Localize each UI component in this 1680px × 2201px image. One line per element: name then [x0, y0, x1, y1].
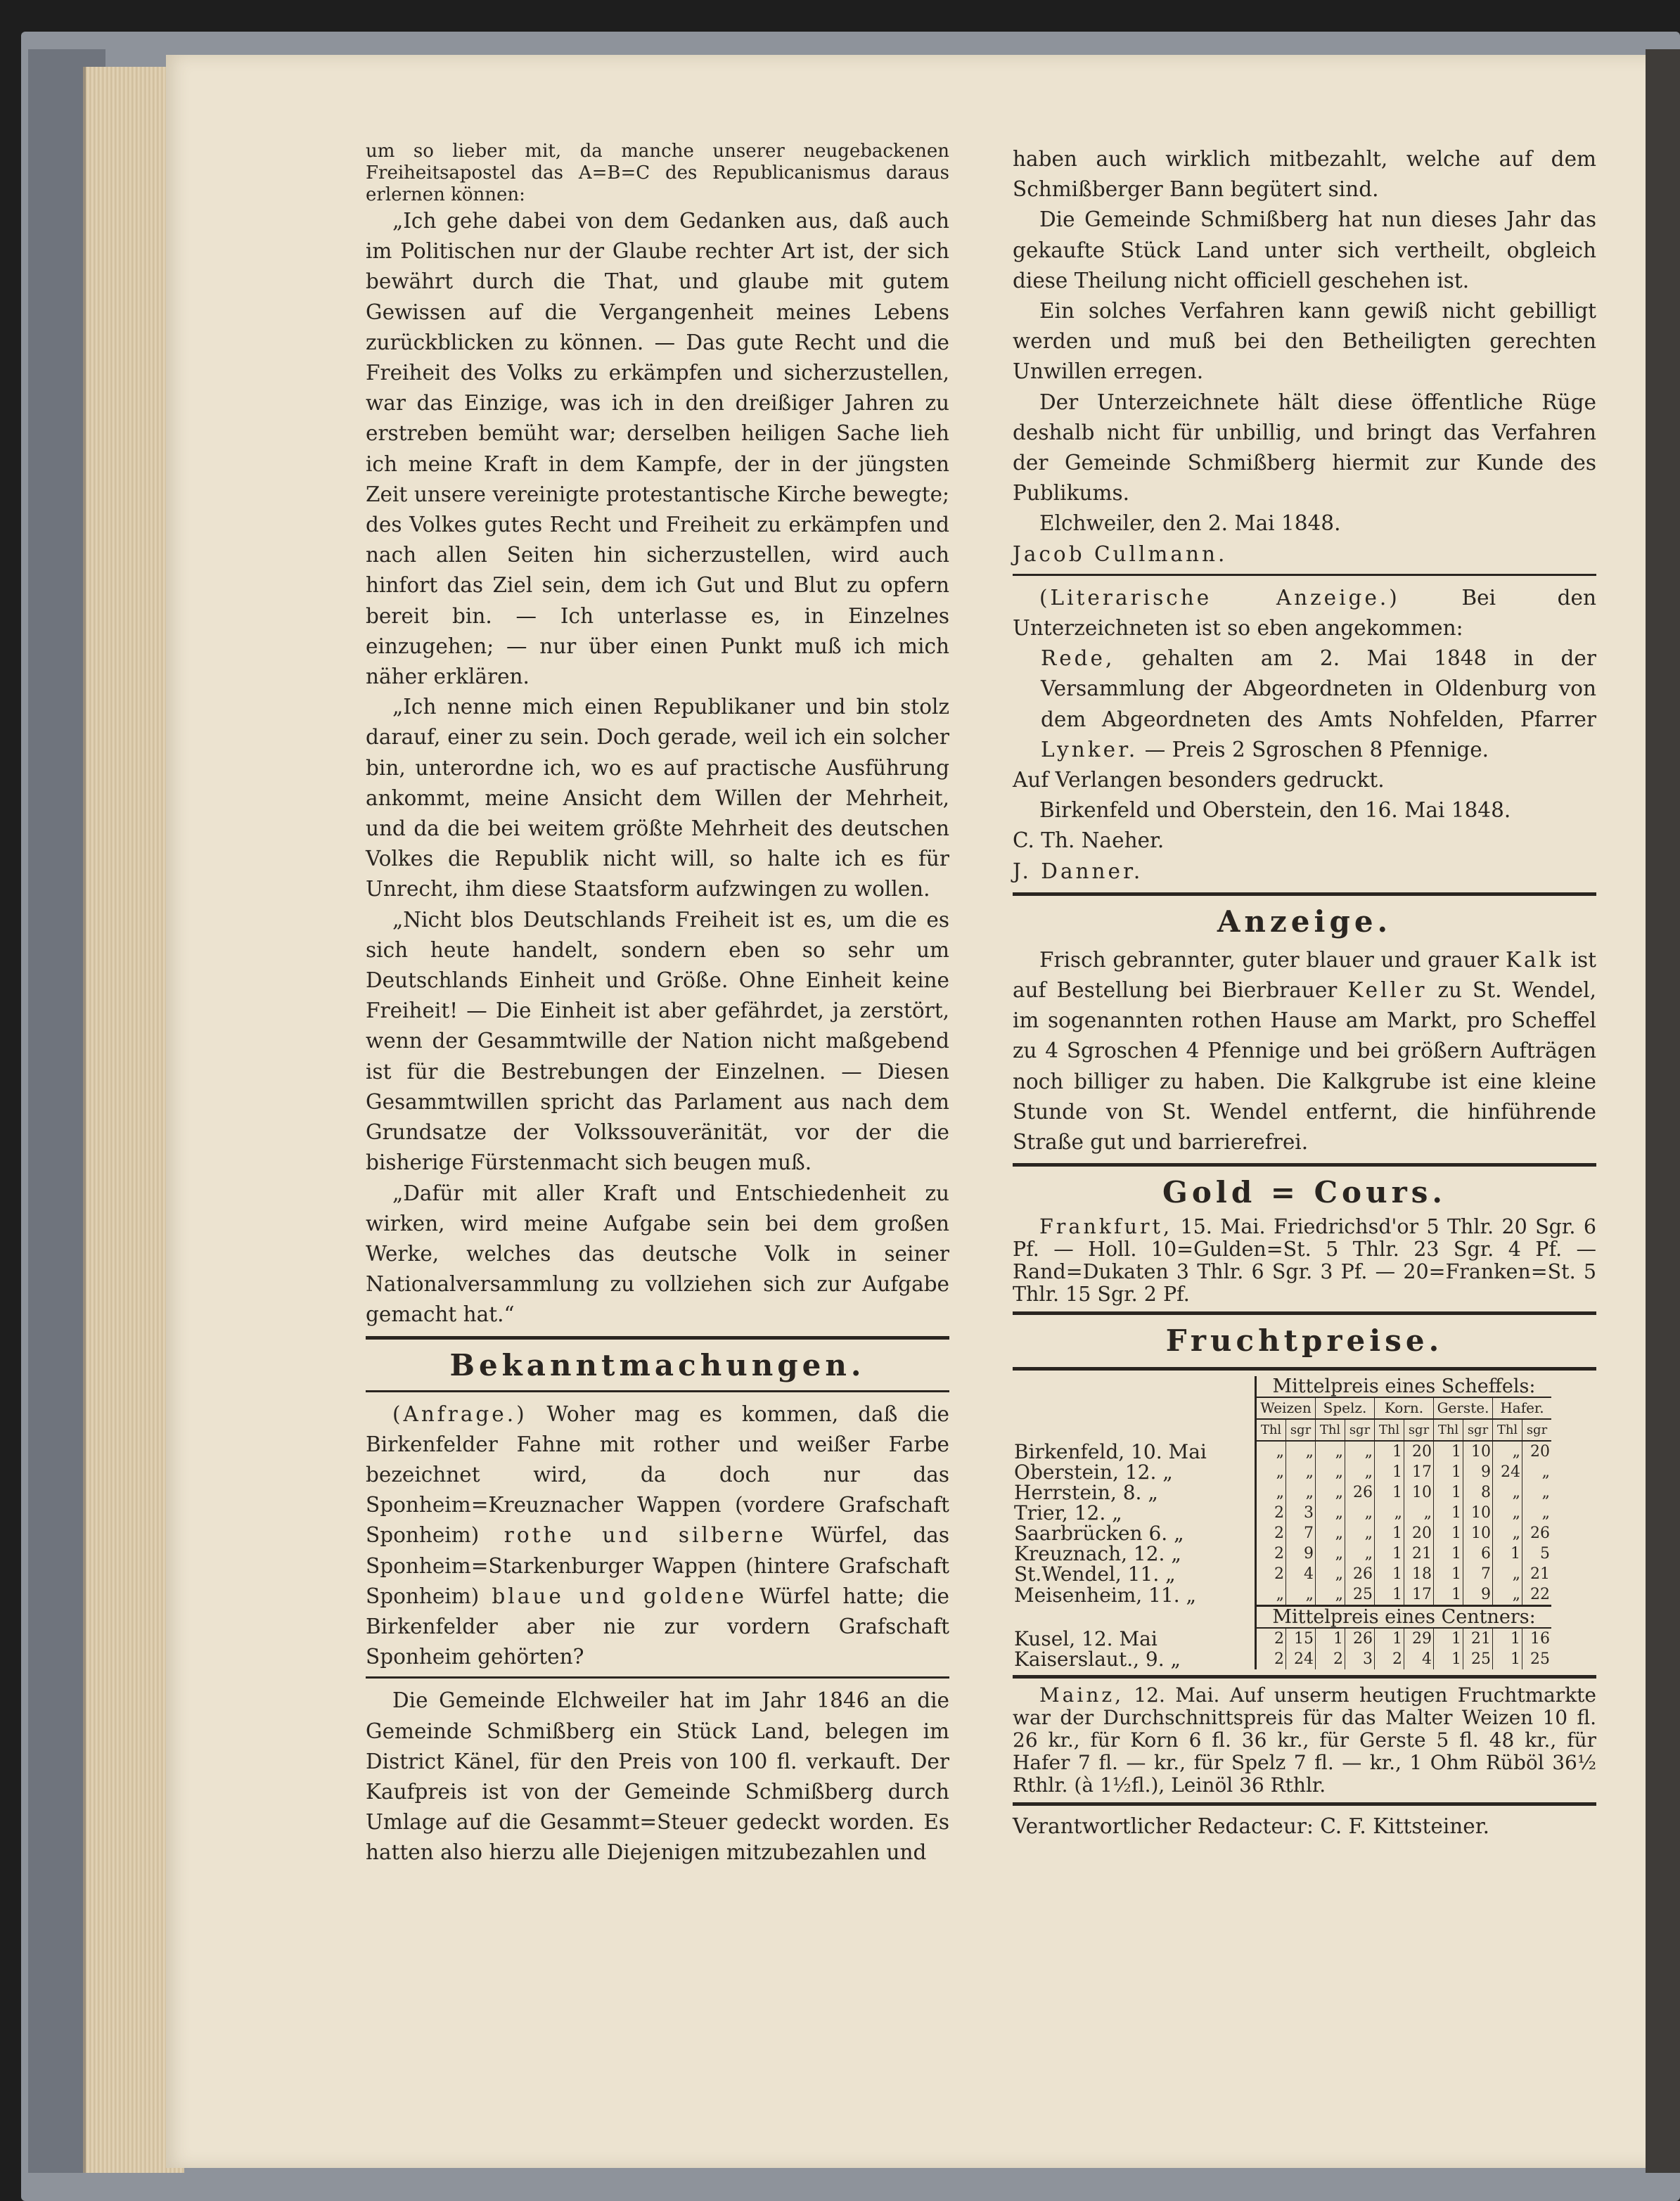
- row-place: Meisenheim, 11. „: [1014, 1584, 1197, 1608]
- price-cell: 2: [1256, 1503, 1286, 1523]
- price-cell: 10: [1463, 1441, 1493, 1462]
- anfrage-label: (Anfrage.): [392, 1401, 527, 1426]
- price-cell: 1: [1434, 1544, 1463, 1564]
- table-corner: [1013, 1376, 1256, 1397]
- mainz-city: Mainz,: [1039, 1683, 1124, 1707]
- unit: Thl: [1493, 1419, 1522, 1441]
- row-place: St.Wendel, 11. „: [1014, 1562, 1176, 1586]
- price-cell: 29: [1404, 1628, 1434, 1649]
- notice-cont-2: Die Gemeinde Schmißberg hat nun dieses Jahr das gekaufte Stück Land unter sich vertheilt, obgleich diese Theilung nicht officiell geschehen ist.: [1013, 207, 1596, 293]
- signature: Jacob Cullmann.: [1013, 541, 1228, 566]
- price-cell: 16: [1522, 1628, 1552, 1649]
- grain-weizen: Weizen: [1256, 1397, 1316, 1419]
- price-cell: „: [1256, 1462, 1286, 1482]
- footer-redacteur: Verantwortlicher Redacteur: C. F. Kittsteiner.: [1013, 1814, 1489, 1839]
- row-place: Kreuznach, 12. „: [1014, 1542, 1181, 1566]
- rule-frucht: [1013, 1311, 1596, 1315]
- rede-author: Lynker.: [1041, 737, 1139, 762]
- price-cell: 10: [1463, 1503, 1493, 1523]
- price-cell: „: [1316, 1503, 1345, 1523]
- price-cell: „: [1345, 1544, 1375, 1564]
- place-date: Elchweiler, den 2. Mai 1848.: [1039, 511, 1341, 536]
- grain-hafer: Hafer.: [1493, 1397, 1552, 1419]
- price-cell: 24: [1493, 1462, 1522, 1482]
- table-row: [1013, 1544, 1551, 1564]
- rede-label: Rede,: [1041, 646, 1115, 671]
- row-place: Birkenfeld, 10. Mai: [1014, 1439, 1207, 1463]
- price-cell: 4: [1286, 1564, 1316, 1584]
- quote-paragraph-2: „Ich nenne mich einen Republikaner und bin stolz darauf, einer zu sein. Doch gerade, weil ich ein solcher bin, unterordne ich, wo es auf practische Ausführung ankommt, meine Ansicht dem Willen der Mehrheit, und da die bei weitem größte Mehrheit des deutschen Volkes die Republik nicht will, so halte ich es für Unrecht, ihm diese Staatsform aufzwingen zu wollen.: [366, 695, 949, 901]
- price-cell: 21: [1463, 1628, 1493, 1649]
- unit: sgr: [1404, 1419, 1434, 1441]
- fruchtpreise-table: [1013, 1376, 1551, 1669]
- price-cell: 1: [1375, 1628, 1404, 1649]
- price-cell: „: [1345, 1503, 1375, 1523]
- price-cell: 25: [1522, 1649, 1552, 1669]
- price-cell: „: [1256, 1441, 1286, 1462]
- price-cell: 1: [1375, 1544, 1404, 1564]
- anzeige-kalk: Kalk: [1505, 947, 1564, 972]
- price-cell: 2: [1375, 1649, 1404, 1669]
- price-cell: 26: [1345, 1628, 1375, 1649]
- price-cell: 1: [1434, 1628, 1463, 1649]
- anfrage-emph-2: blaue und goldene: [492, 1584, 747, 1608]
- quote-paragraph-4: „Dafür mit aller Kraft und Entschiedenheit zu wirken, wird meine Aufgabe sein bei dem großen Werke, welches das deutsche Volk in seiner Nationalversammlung zu vollziehen sich zur Aufgabe gemacht hat.“: [366, 1181, 949, 1327]
- price-cell: „: [1286, 1441, 1316, 1462]
- rule-footer: [1013, 1802, 1596, 1806]
- rule-frucht-table: [1013, 1367, 1596, 1371]
- price-cell: „: [1316, 1523, 1345, 1544]
- price-cell: 17: [1404, 1584, 1434, 1606]
- row-place: Oberstein, 12. „: [1014, 1461, 1173, 1484]
- table-corner-2: [1013, 1397, 1256, 1419]
- centner-rows: [1013, 1628, 1551, 1669]
- price-cell: „: [1404, 1503, 1434, 1523]
- price-cell: 7: [1286, 1523, 1316, 1544]
- price-cell: „: [1316, 1441, 1345, 1462]
- rule-anzeige: [1013, 892, 1596, 896]
- table-row: [1013, 1503, 1551, 1523]
- price-cell: 1: [1434, 1584, 1463, 1606]
- price-cell: 1: [1434, 1482, 1463, 1503]
- table-row: [1013, 1482, 1551, 1503]
- price-cell: 2: [1316, 1649, 1345, 1669]
- anfrage-text-b: Würfel, das Sponheim=Starkenburger Wappen (hintere Grafschaft Sponheim): [366, 1523, 949, 1608]
- heading-rule: [366, 1390, 949, 1392]
- price-cell: „: [1286, 1482, 1316, 1503]
- literary-label: (Literarische Anzeige.): [1039, 585, 1400, 610]
- price-cell: „: [1493, 1564, 1522, 1584]
- anzeige-text-a: Frisch gebrannter, guter blauer und grauer: [1039, 947, 1499, 972]
- price-cell: 9: [1286, 1544, 1316, 1564]
- price-cell: „: [1375, 1503, 1404, 1523]
- price-cell: 2: [1256, 1544, 1286, 1564]
- price-cell: 10: [1404, 1482, 1434, 1503]
- price-cell: 10: [1463, 1523, 1493, 1544]
- notice-rule: [366, 1676, 949, 1679]
- price-cell: 22: [1522, 1584, 1552, 1606]
- price-cell: „: [1493, 1441, 1522, 1462]
- rule-mainz: [1013, 1675, 1596, 1679]
- price-cell: „: [1493, 1503, 1522, 1523]
- unit: sgr: [1286, 1419, 1316, 1441]
- price-cell: 20: [1404, 1441, 1434, 1462]
- unit: sgr: [1345, 1419, 1375, 1441]
- mainz-report: [1013, 1684, 1596, 1797]
- notice-cont-3: Ein solches Verfahren kann gewiß nicht gebilligt werden und muß bei den Betheiligten gerechten Unwillen erregen.: [1013, 299, 1596, 384]
- gold-city: Frankfurt,: [1039, 1215, 1173, 1239]
- price-cell: 26: [1345, 1482, 1375, 1503]
- table-caption-centner: Mittelpreis eines Centners:: [1256, 1606, 1552, 1629]
- left-column: [366, 141, 949, 1868]
- heading-gold-cours: Gold = Cours.: [1162, 1175, 1447, 1210]
- rede-entry: [1013, 643, 1596, 765]
- table-row: [1013, 1462, 1551, 1482]
- quote-paragraph-1: „Ich gehe dabei von dem Gedanken aus, daß auch im Politischen nur der Glaube rechter Art ist, der sich bewährt durch die That, und glaube mit gutem Gewissen auf die Vergangenheit meines Lebens zurückblicken zu können. — Das gute Recht und die Freiheit des Volks zu erkämpfen und sicherzustellen, war das Einzige, was ich in den dreißiger Jahren zu erstreben bemüht war; derselben heiligen Sache lieh ich meine Kraft in dem Kampfe, der in der jüngsten Zeit unsere vereinigte protestantische Kirche bewegte; des Volkes gutes Recht und Freiheit zu erkämpfen und nach allen Seiten hin sicherzustellen, wird auch hinfort das Ziel sein, dem ich Gut und Blut zu opfern bereit bin. — Ich unterlasse es, in Einzelnes einzugehen; — nur über einen Punkt muß ich mich näher erklären.: [366, 209, 949, 689]
- price-cell: 1: [1493, 1544, 1522, 1564]
- price-cell: „: [1286, 1462, 1316, 1482]
- price-cell: 2: [1256, 1628, 1286, 1649]
- mainz-text: 12. Mai. Auf unserm heutigen Fruchtmarkte war der Durchschnittspreis für das Malter Weizen 10 fl. 26 kr., für Korn 6 fl. 36 kr., für Gerste 5 fl. 48 kr., für Hafer 7 fl. — kr., für Spelz 7 fl. — kr., 1 Ohm Rüböl 36½ Rthlr. (à 1½fl.), Leinöl 36 Rthlr.: [1013, 1683, 1596, 1797]
- price-cell: 1: [1375, 1441, 1404, 1462]
- unit: Thl: [1434, 1419, 1463, 1441]
- anfrage-text-a: Woher mag es kommen, daß die Birkenfelder Fahne mit rother und weißer Farbe bezeichnet wird, da doch nur das Sponheim=Kreuznacher Wappen (vordere Grafschaft Sponheim): [366, 1401, 949, 1548]
- anzeige-text: [1013, 945, 1596, 1157]
- price-cell: „: [1345, 1441, 1375, 1462]
- row-place: Trier, 12. „: [1014, 1501, 1122, 1525]
- book-edge-right: [1646, 49, 1680, 2173]
- mainz-block: [1013, 1684, 1596, 1797]
- price-cell: 1: [1434, 1441, 1463, 1462]
- price-cell: „: [1256, 1584, 1286, 1606]
- row-place: Kaiserslaut., 9. „: [1014, 1648, 1181, 1671]
- table-row: [1013, 1649, 1551, 1669]
- right-column: [1013, 144, 1596, 1842]
- price-cell: 4: [1404, 1649, 1434, 1669]
- price-cell: 2: [1256, 1649, 1286, 1669]
- table-row: [1013, 1523, 1551, 1544]
- gold-cours-block: [1013, 1216, 1596, 1306]
- price-cell: 1: [1434, 1503, 1463, 1523]
- anfrage-emph-1: rothe und silberne: [504, 1523, 786, 1548]
- price-cell: 1: [1434, 1462, 1463, 1482]
- price-cell: 1: [1375, 1564, 1404, 1584]
- price-cell: 7: [1463, 1564, 1493, 1584]
- anfrage-text-c: Würfel hatte; die Birkenfelder aber nie zur vordern Grafschaft Sponheim gehörten?: [366, 1584, 949, 1669]
- price-cell: 5: [1522, 1544, 1552, 1564]
- price-cell: 2: [1256, 1523, 1286, 1544]
- price-cell: 9: [1463, 1462, 1493, 1482]
- price-cell: 6: [1463, 1544, 1493, 1564]
- table-row: [1013, 1441, 1551, 1462]
- price-cell: 26: [1345, 1564, 1375, 1584]
- price-cell: 1: [1434, 1564, 1463, 1584]
- price-cell: „: [1345, 1462, 1375, 1482]
- price-cell: 1: [1493, 1649, 1522, 1669]
- unit: sgr: [1463, 1419, 1493, 1441]
- row-place: Saarbrücken 6. „: [1014, 1522, 1184, 1546]
- price-cell: 2: [1256, 1564, 1286, 1584]
- unit: Thl: [1375, 1419, 1404, 1441]
- price-cell: „: [1493, 1523, 1522, 1544]
- price-cell: 1: [1434, 1649, 1463, 1669]
- literary-place: Birkenfeld und Oberstein, den 16. Mai 1848.: [1039, 798, 1511, 823]
- price-cell: 24: [1286, 1649, 1316, 1669]
- price-cell: 1: [1434, 1523, 1463, 1544]
- grain-korn: Korn.: [1375, 1397, 1434, 1419]
- notice-cont-4: Der Unterzeichnete hält diese öffentliche Rüge deshalb nicht für unbillig, und bringt das Verfahren der Gemeinde Schmißberg hiermit zur Kunde des Publikums.: [1013, 390, 1596, 506]
- section-rule: [366, 1336, 949, 1340]
- verlangen-note: Auf Verlangen besonders gedruckt.: [1013, 768, 1385, 793]
- price-cell: „: [1316, 1544, 1345, 1564]
- grain-gerste: Gerste.: [1434, 1397, 1493, 1419]
- rule-literary: [1013, 574, 1596, 576]
- price-cell: „: [1522, 1482, 1552, 1503]
- price-cell: „: [1345, 1523, 1375, 1544]
- price-cell: 9: [1463, 1584, 1493, 1606]
- price-cell: 3: [1286, 1503, 1316, 1523]
- quote-paragraph-3: „Nicht blos Deutschlands Freiheit ist es, um die es sich heute handelt, sondern eben so sehr um Deutschlands Einheit und Größe. Ohne Einheit keine Freiheit! — Die Einheit ist aber gefährdet, ja zerstört, wenn der Gesammtwille der Nation nicht maßgebend ist für die Bestrebungen der Einzelnen. — Diesen Gesammtwillen spricht das Parlament aus nach dem Grundsatze der Volkssouveränität, vor der die bisherige Fürstenmacht sich beugen muß.: [366, 907, 949, 1175]
- table-corner-4: [1013, 1606, 1256, 1629]
- table-caption-scheffel: Mittelpreis eines Scheffels:: [1256, 1376, 1552, 1397]
- price-cell: 1: [1316, 1628, 1345, 1649]
- rede-price: — Preis 2 Sgroschen 8 Pfennige.: [1144, 737, 1489, 762]
- price-cell: 3: [1345, 1649, 1375, 1669]
- table-row: [1013, 1564, 1551, 1584]
- row-place: Kusel, 12. Mai: [1014, 1626, 1158, 1650]
- unit: sgr: [1522, 1419, 1552, 1441]
- price-cell: 17: [1404, 1462, 1434, 1482]
- signer-naeher: C. Th. Naeher.: [1013, 828, 1165, 853]
- heading-anzeige: Anzeige.: [1217, 904, 1392, 939]
- price-cell: „: [1522, 1503, 1552, 1523]
- table-row: [1013, 1628, 1551, 1649]
- scheffel-rows: [1013, 1441, 1551, 1606]
- grain-spelz: Spelz.: [1316, 1397, 1375, 1419]
- price-cell: 1: [1493, 1628, 1522, 1649]
- literary-notice: [1013, 583, 1596, 643]
- price-cell: „: [1316, 1584, 1345, 1606]
- gemeinde-notice: Die Gemeinde Elchweiler hat im Jahr 1846 an die Gemeinde Schmißberg ein Stück Land, belegen im District Känel, für den Preis von 100 fl. verkauft. Der Kaufpreis ist von der Gemeinde Schmißberg durch Umlage auf die Gesammt=Steuer gedeckt worden. Es hatten also hierzu alle Diejenigen mitzubezahlen und: [366, 1688, 949, 1865]
- price-cell: 20: [1522, 1441, 1552, 1462]
- price-cell: „: [1493, 1584, 1522, 1606]
- anzeige-text-b: ist auf Bestellung bei Bierbrauer: [1013, 947, 1596, 1003]
- price-cell: 20: [1404, 1523, 1434, 1544]
- price-cell: 25: [1463, 1649, 1493, 1669]
- price-cell: „: [1256, 1482, 1286, 1503]
- unit: Thl: [1256, 1419, 1286, 1441]
- table-row: [1013, 1584, 1551, 1606]
- heading-bekanntmachungen: Bekanntmachungen.: [449, 1347, 866, 1382]
- price-cell: 8: [1463, 1482, 1493, 1503]
- price-cell: „: [1316, 1482, 1345, 1503]
- literary-text: Bei den Unterzeichneten ist so eben angekommen:: [1013, 585, 1596, 641]
- price-cell: „: [1316, 1462, 1345, 1482]
- price-cell: 25: [1345, 1584, 1375, 1606]
- price-cell: 1: [1375, 1462, 1404, 1482]
- price-cell: 18: [1404, 1564, 1434, 1584]
- row-place: Herrstein, 8. „: [1014, 1481, 1158, 1505]
- heading-fruchtpreise: Fruchtpreise.: [1165, 1323, 1444, 1359]
- price-cell: „: [1493, 1482, 1522, 1503]
- notice-cont-1: haben auch wirklich mitbezahlt, welche auf dem Schmißberger Bann begütert sind.: [1013, 147, 1596, 202]
- price-cell: „: [1286, 1584, 1316, 1606]
- price-cell: „: [1522, 1462, 1552, 1482]
- price-cell: 15: [1286, 1628, 1316, 1649]
- price-cell: 21: [1522, 1564, 1552, 1584]
- price-cell: 21: [1404, 1544, 1434, 1564]
- rule-gold: [1013, 1163, 1596, 1167]
- rede-text: gehalten am 2. Mai 1848 in der Versammlung der Abgeordneten in Oldenburg von dem Abgeordneten des Amts Nohfelden, Pfarrer: [1041, 646, 1596, 731]
- unit: Thl: [1316, 1419, 1345, 1441]
- table-corner-3: [1013, 1419, 1256, 1441]
- left-intro: um so lieber mit, da manche unserer neugebackenen Freiheitsapostel das A=B=C des Republicanismus daraus erlernen können:: [366, 141, 949, 205]
- price-cell: „: [1316, 1564, 1345, 1584]
- price-cell: 26: [1522, 1523, 1552, 1544]
- price-cell: 1: [1375, 1523, 1404, 1544]
- anfrage-notice: [366, 1399, 949, 1673]
- gold-cours-text: [1013, 1216, 1596, 1306]
- anzeige-keller: Keller: [1347, 978, 1428, 1003]
- anzeige-text-c: zu St. Wendel, im sogenannten rothen Hause am Markt, pro Scheffel zu 4 Sgroschen 4 Pfennige und bei größern Aufträgen noch billiger zu haben. Die Kalkgrube ist eine kleine Stunde von St. Wendel entfernt, die hinführende Straße gut und barrierefrei.: [1013, 978, 1596, 1155]
- price-cell: 1: [1375, 1584, 1404, 1606]
- price-cell: 1: [1375, 1482, 1404, 1503]
- signer-danner: J. Danner.: [1013, 859, 1143, 883]
- gold-rates: 15. Mai. Friedrichsd'or 5 Thlr. 20 Sgr. 6 Pf. — Holl. 10=Gulden=St. 5 Thlr. 23 Sgr. 4 Pf. — Rand=Dukaten 3 Thlr. 6 Sgr. 3 Pf. — 20=Franken=St. 5 Thlr. 15 Sgr. 2 Pf.: [1013, 1215, 1596, 1307]
